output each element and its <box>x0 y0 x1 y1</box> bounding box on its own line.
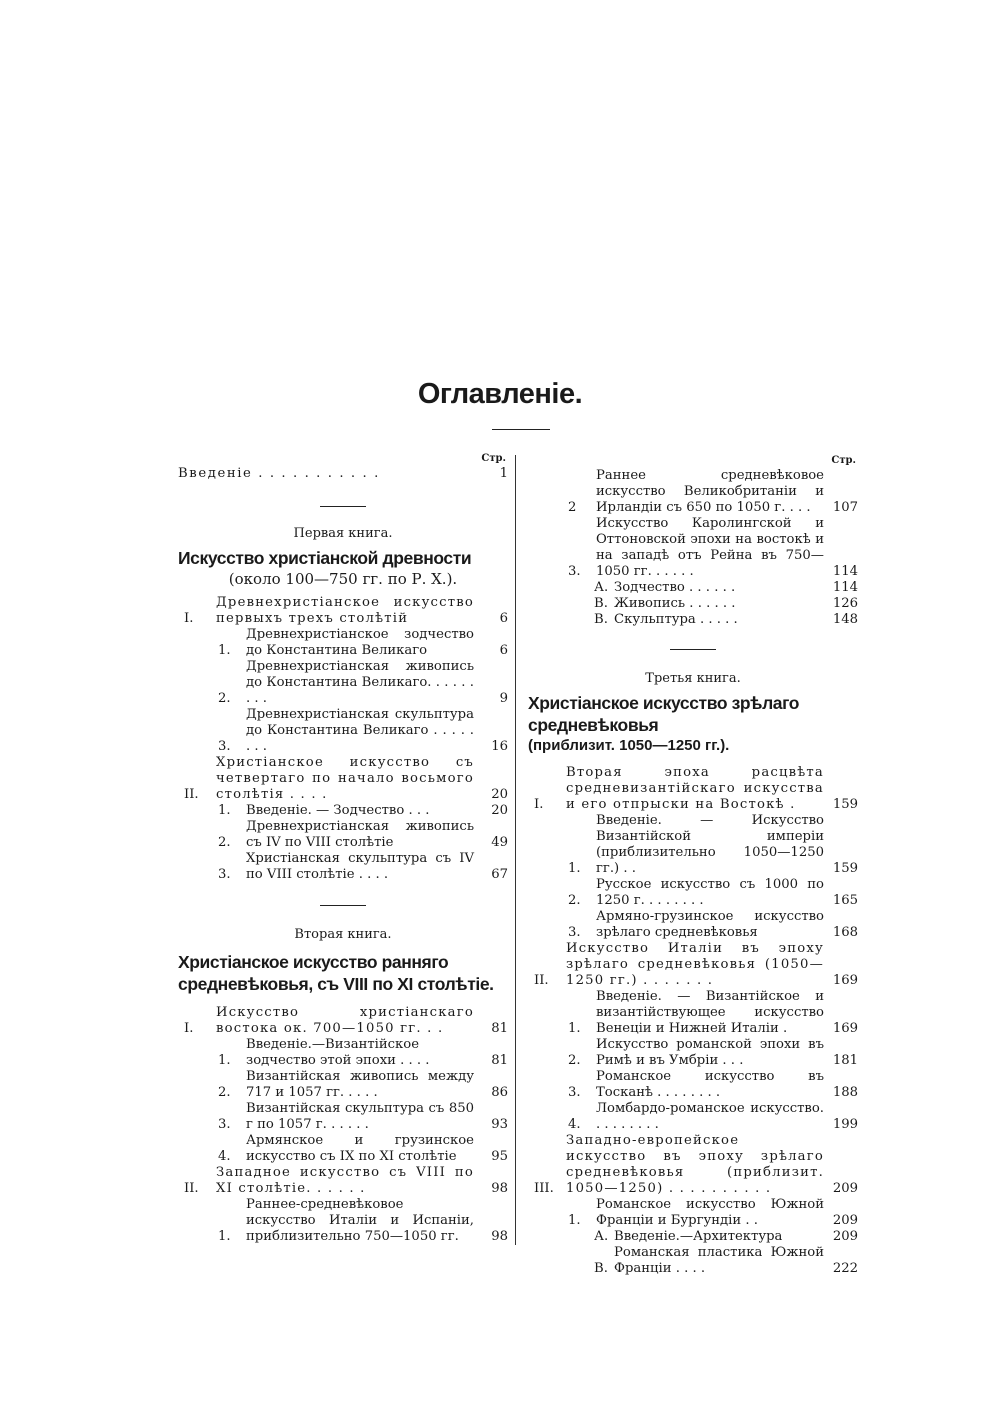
toc-entry <box>528 612 858 628</box>
toc-entry <box>528 1245 858 1277</box>
entry-page: 159 <box>832 861 858 876</box>
entry-page: 16 <box>491 739 508 754</box>
entry-text: Вторая эпоха расцвѣта средневизантійскаго искусства и его отпрыски на Востокѣ . <box>566 765 824 812</box>
entry-text: Зодчество . . . . . . <box>614 580 736 595</box>
entry-number: 4. <box>218 1149 231 1164</box>
toc-entry <box>178 851 508 883</box>
entry-text: Византійская живопись между 717 и 1057 гг. . . . . <box>246 1069 474 1100</box>
toc-entry <box>178 819 508 851</box>
entry-number: III. <box>534 1181 554 1196</box>
entry-page: 168 <box>832 925 858 940</box>
section-rule <box>320 506 366 507</box>
entry-page: 86 <box>491 1085 508 1100</box>
entry-page: 148 <box>832 612 858 627</box>
entry-number: 1. <box>568 1021 581 1036</box>
entry-number: 3. <box>568 564 581 579</box>
toc-list <box>528 765 858 1277</box>
entry-number: II. <box>534 973 549 988</box>
entry-number: 1. <box>568 861 581 876</box>
entry-page: 159 <box>832 797 858 812</box>
entry-page: 165 <box>832 893 858 908</box>
entry-page: 209 <box>832 1229 858 1244</box>
entry-page: 114 <box>832 564 858 579</box>
toc-entry <box>178 803 508 819</box>
entry-number: 2. <box>218 1085 231 1100</box>
entry-number: 2. <box>218 691 231 706</box>
entry-text: Ломбардо-романское искусство. . . . . . . . . <box>596 1101 824 1132</box>
entry-text: Древнехристіанская живопись до Константина Великаго. . . . . . . . . <box>246 659 474 706</box>
toc-entry <box>178 1133 508 1165</box>
toc-list <box>178 1005 508 1245</box>
page-title: Оглавленіе. <box>417 378 583 410</box>
entry-text: Армяно-грузинское искусство зрѣлаго средневѣковья <box>596 909 824 940</box>
toc-entry <box>178 1101 508 1133</box>
toc-entry <box>528 813 858 877</box>
toc-entry <box>178 627 508 659</box>
toc-entry <box>528 989 858 1037</box>
toc-entry <box>528 765 858 813</box>
entry-text: Византійская скульптура съ 850 г по 1057 г. . . . . . <box>246 1101 474 1132</box>
toc-entry <box>178 659 508 707</box>
entry-number: II. <box>184 787 199 802</box>
entry-page: 1 <box>499 466 508 481</box>
entry-text: Скульптура . . . . . <box>614 612 738 627</box>
entry-text: Искусство романской эпохи въ Римѣ и въ Умбріи . . . <box>596 1037 824 1068</box>
entry-number: 1. <box>218 643 231 658</box>
section-rule <box>320 905 366 906</box>
entry-number: I. <box>184 1021 194 1036</box>
entry-number: 3. <box>218 1117 231 1132</box>
toc-entry <box>528 1037 858 1069</box>
entry-page: 67 <box>491 867 508 882</box>
entry-text: Введеніе. — Византійское и византійствующее искусство Венеціи и Нижней Италіи . <box>596 989 824 1036</box>
toc-entry-intro <box>178 466 508 482</box>
toc-list <box>178 595 508 883</box>
entry-page: 107 <box>832 500 858 515</box>
book-subtitle: (приблизит. 1050—1250 гг.). <box>528 737 730 754</box>
toc-entry <box>528 516 858 580</box>
toc-entry <box>178 1037 508 1069</box>
toc-entry <box>528 580 858 596</box>
entry-number: 3. <box>568 1085 581 1100</box>
book-subtitle: (около 100—750 гг. по Р. Х.). <box>228 570 458 588</box>
entry-number: В. <box>594 596 608 611</box>
section-rule <box>670 649 716 650</box>
entry-number: А. <box>594 580 609 595</box>
entry-number: 1. <box>218 1053 231 1068</box>
book-label: Третья книга. <box>645 671 741 686</box>
entry-page: 169 <box>832 973 858 988</box>
entry-text: Русское искусство съ 1000 по 1250 г. . . . . . . . <box>596 877 824 908</box>
entry-text: Введеніе.—Византійское зодчество этой эпохи . . . . <box>246 1037 430 1068</box>
entry-text: Раннее-средневѣковое искусство Италіи и Испаніи, приблизительно 750—1050 гг. <box>246 1197 474 1244</box>
toc-entry <box>528 468 858 516</box>
entry-page: 9 <box>499 691 508 706</box>
entry-text: Романское искусство Южной Франціи и Бургундіи . . <box>596 1197 824 1228</box>
entry-page: 209 <box>832 1213 858 1228</box>
entry-text: Армянское и грузинское искусство съ IX по XI столѣтіе <box>246 1133 474 1164</box>
entry-number: 2 <box>568 500 577 515</box>
column-divider <box>515 455 516 1245</box>
toc-entry <box>528 1229 858 1245</box>
toc-right-column <box>528 454 858 1277</box>
toc-entry <box>178 1005 508 1037</box>
entry-text: Искусство Италіи въ эпоху зрѣлаго средневѣковья (1050—1250 гг.) . . . . . . . <box>566 941 824 988</box>
book-title: Искусство христіанской древности <box>178 548 472 568</box>
entry-text: Введеніе. — Искусство Византійской имперіи (приблизительно 1050—1250 гг.) . . <box>596 813 824 876</box>
book-title: Христіанское искусство ранняго средневѣковья, съ VIII по XI столѣтіе. <box>178 952 494 994</box>
entry-page: 6 <box>499 611 508 626</box>
entry-number: 1. <box>568 1213 581 1228</box>
toc-entry <box>528 1069 858 1101</box>
entry-page: 81 <box>491 1021 508 1036</box>
book-label: Первая книга. <box>293 526 393 541</box>
entry-page: 199 <box>832 1117 858 1132</box>
toc-entry <box>178 595 508 627</box>
entry-text: Древнехристіанское зодчество до Константина Великаго <box>246 627 474 658</box>
toc-entry <box>178 1197 508 1245</box>
entry-page: 126 <box>832 596 858 611</box>
entry-text: Введеніе . . . . . . . . . . . <box>178 466 380 481</box>
entry-text: Древнехристіанская живопись съ IV по VIII столѣтіе <box>246 819 474 850</box>
entry-text: Искусство христіанскаго востока ок. 700—1050 гг. . . <box>216 1005 474 1036</box>
entry-number: 1. <box>218 803 231 818</box>
entry-page: 169 <box>832 1021 858 1036</box>
toc-entry <box>528 877 858 909</box>
entry-number: 2. <box>568 1053 581 1068</box>
entry-text: Живопись . . . . . . <box>614 596 736 611</box>
entry-number: 3. <box>218 739 231 754</box>
entry-page: 20 <box>491 803 508 818</box>
entry-page: 209 <box>832 1181 858 1196</box>
toc-entry <box>528 909 858 941</box>
entry-text: Западное искусство съ VIII по XI столѣтіе. . . . . . <box>216 1165 474 1196</box>
entry-number: 1. <box>218 1229 231 1244</box>
entry-page: 98 <box>491 1229 508 1244</box>
entry-number: В. <box>594 1261 608 1276</box>
entry-text: Древнехристіанское искусство первыхъ трехъ столѣтій <box>216 595 474 626</box>
toc-entry <box>528 1197 858 1229</box>
entry-number: I. <box>184 611 194 626</box>
entry-page: 81 <box>491 1053 508 1068</box>
entry-text: Введеніе.—Архитектура <box>614 1229 783 1244</box>
entry-page: 20 <box>491 787 508 802</box>
entry-number: В. <box>594 612 608 627</box>
entry-number: 3. <box>218 867 231 882</box>
entry-number: А. <box>594 1229 609 1244</box>
entry-text: Раннее средневѣковое искусство Великобританіи и Ирландіи съ 650 по 1050 г. . . . <box>596 468 824 515</box>
toc-entry <box>178 1069 508 1101</box>
entry-page: 114 <box>832 580 858 595</box>
toc-entry <box>178 1165 508 1197</box>
entry-text: Западно-европейское искусство въ эпоху зрѣлаго средневѣковья (приблизит. 1050—1250) . . . . . . . . . . <box>566 1133 824 1196</box>
toc-entry <box>178 755 508 803</box>
entry-number: I. <box>534 797 544 812</box>
book-title: Христіанское искусство зрѣлаго средневѣковья <box>528 693 800 735</box>
page-column-header: Стр. <box>481 453 506 464</box>
entry-page: 222 <box>832 1261 858 1276</box>
entry-text: Искусство Каролингской и Оттоновской эпохи на востокѣ и на западѣ отъ Рейна въ 750—1050 гг. . . . . . <box>596 516 824 579</box>
entry-number: 2. <box>218 835 231 850</box>
entry-page: 49 <box>491 835 508 850</box>
entry-number: 2. <box>568 893 581 908</box>
title-rule <box>492 429 550 430</box>
toc-list <box>528 468 858 628</box>
entry-number: 3. <box>568 925 581 940</box>
entry-page: 181 <box>832 1053 858 1068</box>
entry-text: Введеніе. — Зодчество . . . <box>246 803 430 818</box>
toc-entry <box>528 596 858 612</box>
book-label: Вторая книга. <box>294 927 392 942</box>
entry-page: 188 <box>832 1085 858 1100</box>
entry-page: 6 <box>499 643 508 658</box>
toc-entry <box>178 707 508 755</box>
toc-entry <box>528 1101 858 1133</box>
entry-text: Христіанское искусство съ четвертаго по начало восьмого столѣтія . . . . <box>216 755 474 802</box>
entry-text: Древнехристіанская скульптура до Константина Великаго . . . . . . . . <box>246 707 474 754</box>
entry-page: 98 <box>491 1181 508 1196</box>
entry-page: 95 <box>491 1149 508 1164</box>
entry-number: II. <box>184 1181 199 1196</box>
toc-left-column <box>178 452 508 1245</box>
page-column-header: Стр. <box>831 455 856 466</box>
toc-entry <box>528 941 858 989</box>
entry-page: 93 <box>491 1117 508 1132</box>
entry-text: Романское искусство въ Тосканѣ . . . . . . . . <box>596 1069 824 1100</box>
entry-text: Христіанская скульптура съ IV по VIII столѣтіе . . . . <box>246 851 474 882</box>
toc-entry <box>528 1133 858 1197</box>
entry-number: 4. <box>568 1117 581 1132</box>
entry-text: Романская пластика Южной Франціи . . . . <box>614 1245 824 1276</box>
